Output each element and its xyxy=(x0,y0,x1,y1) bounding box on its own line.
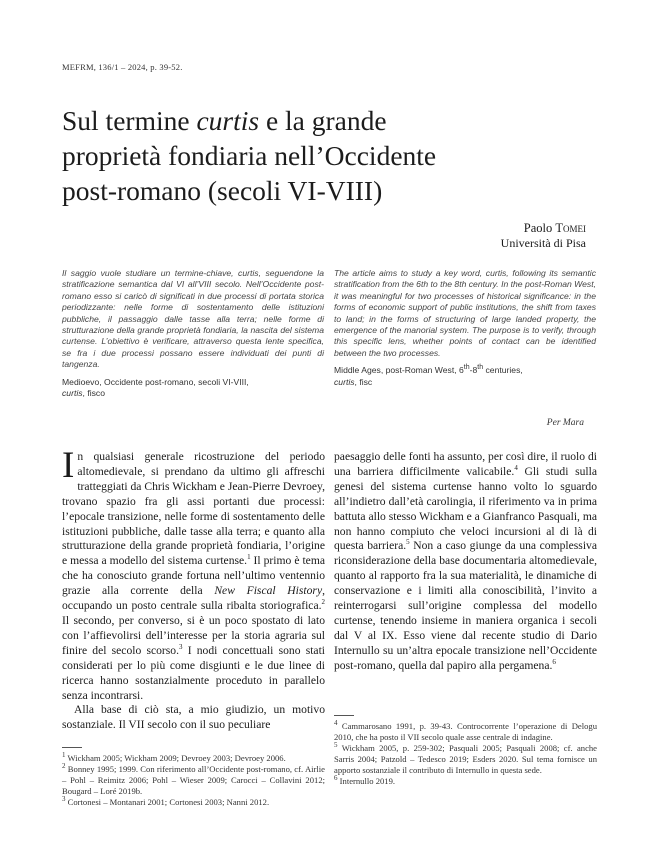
journal-header: MEFRM, 136/1 – 2024, p. 39-52. xyxy=(62,62,183,72)
title-line3: post-romano (secoli VI-VIII) xyxy=(62,175,383,206)
footnote-num: 1 xyxy=(62,751,66,760)
abstract-en-keywords xyxy=(334,365,596,388)
footnote-ref-6[interactable]: 6 xyxy=(552,657,556,666)
body-column-right xyxy=(334,450,597,674)
footnote-num: 5 xyxy=(334,741,338,750)
footnotes-left xyxy=(62,747,325,808)
body-text: paesaggio delle fonti ha assunto, per così dire, il ruolo di una barriera difficilmente valicabile. xyxy=(334,450,597,478)
body-text: n qualsiasi generale ricostruzione del periodo altomedievale, si prendano da ultimo gli affreschi tratteggiati da Chris Wickham e Jean-Pierre Devroey, trovano spazio fra gli assi portanti due processi: l’epocale transizione, nelle forme di sostentamento delle istituzioni pubbliche, dalle tasse alla terra; e quanto alla strutturazione della grande proprietà fondiaria, l’origine e messa a modello del sistema curtense. xyxy=(62,450,325,568)
abstract-it-text: Il saggio vuole studiare un termine-chiave, curtis, seguendone la stratificazione semantica dal VI all’VIII secolo. Nell’Occidente post-romano esso si caricò di significati in due processi di portata storica periodizzante: nelle forme di sostentamento delle istituzioni pubbliche, il passaggio dalle tasse alla terra; nelle forme di strutturazione della grande proprietà fondiaria, la nascita del sistema curtense. L’obiettivo è verificare, attraverso questa lente specifica, se fra i due processi possano essere individuati dei punti di tangenza. xyxy=(62,268,324,370)
abstract-en-text: The article aims to study a key word, curtis, following its semantic stratification from the 6th to the 8th century. In the post-Roman West, it was meaningful for two processes of historical significance: in the forms of economic support of public institutions, the shift from taxes to land; in the forms of structuring of large landed property, the emergence of the manorial system. The purpose is to verify, through this specific lens, whether points of contact can be identified between the two processes. xyxy=(334,268,596,358)
body-text: Gli studi sulla genesi del sistema curtense hanno volto lo sguardo all’indietro dall’età carolingia, il riferimento va in prima battuta allo stesso Wickham e a Gianfranco Pasquali, ma non hanno compiuto che veloci incursioni al di là di questa barriera. xyxy=(334,464,597,553)
title-line1-italic: curtis xyxy=(196,105,260,136)
footnote-rule xyxy=(62,747,82,748)
footnote-2 xyxy=(62,764,325,797)
footnote-text: Cortonesi – Montanari 2001; Cortonesi 2003; Nanni 2012. xyxy=(67,797,270,807)
body-text: Non a caso giunge da una complessiva riconsiderazione della base documentaria altomedievale, quanto al rapporto fra la sua materialità, le dinamiche di conservazione e i limiti alla conoscibilità, l’invito a reinterrogarsi sull’origine complessa del modello curtense, tenendo insieme in maniera organica i secoli dal V al IX. Esso viene dal recente studio di Dario Internullo su un’altra epocale transizione nell’Occidente post-romano, quella dal papiro alla pergamena. xyxy=(334,539,597,672)
title-line2: proprietà fondiaria nell’Occidente xyxy=(62,140,437,171)
keywords-en-sup2: th xyxy=(477,364,484,372)
footnote-1 xyxy=(62,753,325,764)
footnote-4 xyxy=(334,721,597,743)
body-paragraph-2: Alla base di ciò sta, a mio giudizio, un motivo sostanziale. Il VII secolo con il suo peculiare xyxy=(62,703,325,732)
footnote-text: Bonney 1995; 1999. Con riferimento all’Occidente post-romano, cf. Airlie – Pohl – Reimitz 2006; Pohl – Wieser 2009; Carocci – Collavini 2012; Bougard – Loré 2019b. xyxy=(62,764,325,796)
author-last-name: Tomei xyxy=(555,221,586,235)
article-title xyxy=(62,103,542,208)
keywords-en-pre: Middle Ages, post-Roman West, 6 xyxy=(334,365,464,376)
keywords-it-end: , fisco xyxy=(82,388,105,399)
abstract-it-keywords xyxy=(62,377,324,400)
body-text: , occupando un posto centrale sulla ribalta storiografica. xyxy=(62,584,325,613)
body-text: Il primo è tema che ha conosciuto grande fortuna nell’ultimo ventennio grazie alla corrente della xyxy=(62,554,325,598)
footnote-text: Wickham 2005; Wickham 2009; Devroey 2003; Devroey 2006. xyxy=(67,753,286,763)
footnote-ref-4[interactable]: 4 xyxy=(514,464,518,473)
author-name xyxy=(501,221,586,236)
footnote-rule xyxy=(334,715,354,716)
footnote-5 xyxy=(334,743,597,776)
footnote-text: Wickham 2005, p. 259-302; Pasquali 2005; Pasquali 2008; cf. anche Sarris 2004; Patzold – Tedesco 2019; Esders 2020. Sul tema fornisce un apporto sostanziale il contributo di Internullo in questa sede. xyxy=(334,743,597,775)
footnote-num: 3 xyxy=(62,795,66,804)
keywords-en-italic: curtis xyxy=(334,376,355,387)
footnote-num: 6 xyxy=(334,774,338,783)
keywords-it-italic: curtis xyxy=(62,388,83,399)
author-affiliation: Università di Pisa xyxy=(500,236,586,250)
keywords-it: Medioevo, Occidente post-romano, secoli VI-VIII, xyxy=(62,376,249,387)
footnotes-right xyxy=(334,715,597,787)
dedication: Per Mara xyxy=(546,418,584,428)
footnote-text: Cammarosano 1991, p. 39-43. Controcorrente l’operazione di Delogu 2010, che ha posto il VII secolo quale asse centrale di indagine. xyxy=(334,721,597,742)
footnote-num: 4 xyxy=(334,719,338,728)
title-line1-post: e la grande xyxy=(259,105,387,136)
footnote-6 xyxy=(334,776,597,787)
footnote-ref-5[interactable]: 5 xyxy=(406,538,410,547)
keywords-en-mid: -8 xyxy=(469,365,478,376)
body-text-italic: New Fiscal History xyxy=(214,584,323,598)
author-block xyxy=(501,221,586,251)
keywords-en-end: , fisc xyxy=(354,376,373,387)
body-column-left xyxy=(62,445,326,733)
footnote-ref-1[interactable]: 1 xyxy=(247,553,251,562)
body-paragraph-3 xyxy=(334,450,597,674)
abstract-italian xyxy=(62,268,324,399)
drop-cap: I xyxy=(62,445,75,486)
footnote-ref-2[interactable]: 2 xyxy=(321,598,325,607)
author-first-name: Paolo xyxy=(523,221,553,235)
abstract-english xyxy=(334,268,596,388)
body-text: Il secondo, per converso, si è un poco spostato di lato con l’affievolirsi dell’interesse per la storia agraria sul finire del secolo scorso. xyxy=(62,613,325,657)
footnote-num: 2 xyxy=(62,762,66,771)
body-text: I nodi concettuali sono stati considerati per lo più come disgiunti e le due linee di ricerca hanno sostanzialmente proceduto in parallelo senza incontrarsi. xyxy=(62,643,326,702)
footnote-3 xyxy=(62,797,325,808)
footnote-text: Internullo 2019. xyxy=(339,776,396,786)
body-paragraph-1 xyxy=(62,445,326,703)
footnote-ref-3[interactable]: 3 xyxy=(179,642,183,651)
keywords-en-sup1: th xyxy=(463,364,470,372)
title-line1-pre: Sul termine xyxy=(62,105,197,136)
keywords-en-post: centuries, xyxy=(483,365,523,376)
